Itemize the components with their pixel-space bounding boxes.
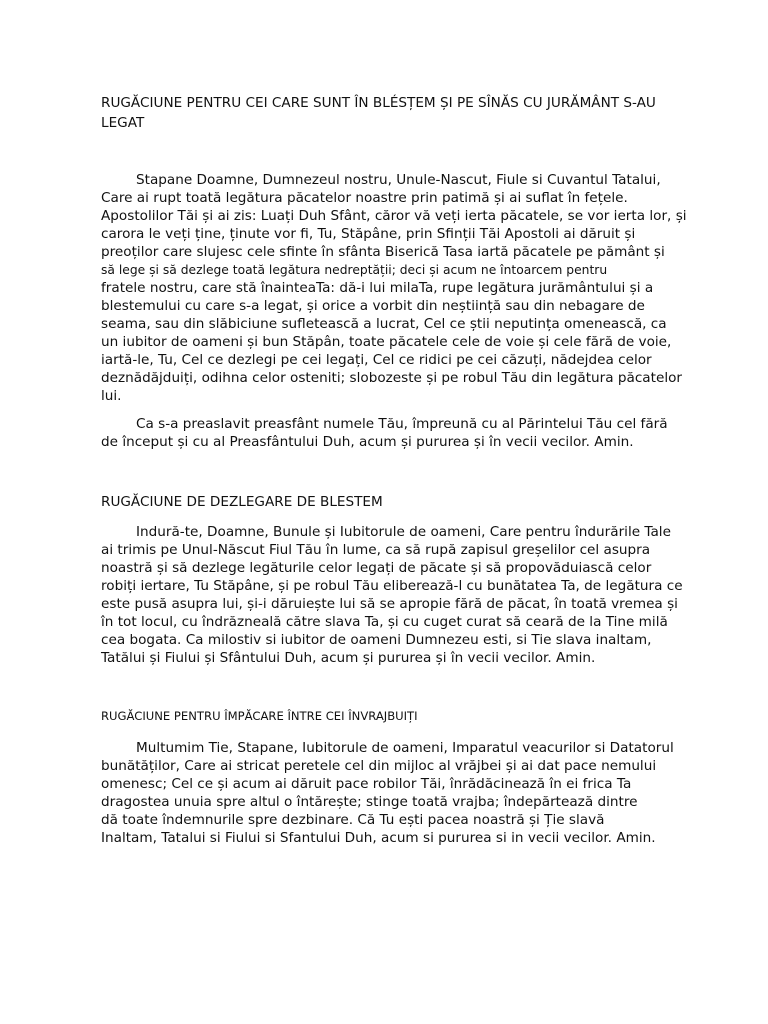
paragraph-line: ai trimis pe Unul-Născut Fiul Tău în lume, ca să rupă zapisul greșelilor cel asupra: [101, 542, 651, 558]
section-2-paragraph-1: [101, 523, 721, 667]
paragraph-line: un iubitor de oameni și bun Stăpân, toate păcatele cele de voie și cele fără de voie,: [101, 334, 672, 350]
paragraph-line: noastră și să dezlege legăturile celor legați de păcate și să propovăduiască celor: [101, 560, 652, 576]
paragraph-line: dă toate îndemnurile spre dezbinare. Că Tu ești pacea noastră și Ție slavă: [101, 812, 605, 828]
paragraph-line: Indură-te, Doamne, Bunule și Iubitorule de oameni, Care pentru îndurările Tale: [136, 524, 671, 540]
paragraph-line: Care ai rupt toată legătura păcatelor noastre prin patimă și ai suflat în fețele.: [101, 190, 628, 206]
paragraph-line: în tot locul, cu îndrăzneală către slava Ta, și cu cuget curat să ceară de la Tine milă: [101, 614, 668, 630]
section-1-title-line: RUGĂCIUNE PENTRU CEI CARE SUNT ÎN BLÉSȚEM ȘI PE SÎNĂS CU JURĂMÂNT S-AU: [101, 95, 656, 111]
paragraph-line: Multumim Tie, Stapane, Iubitorule de oameni, Imparatul veacurilor si Datatorul: [136, 740, 674, 756]
paragraph-line: fratele nostru, care stă înainteaTa: dă-i lui milaTa, rupe legătura jurământului și a: [101, 280, 654, 296]
section-2-title: [101, 492, 721, 512]
paragraph-line: Apostolilor Tăi și ai zis: Luați Duh Sfânt, căror vă veți ierta păcatele, se vor ierta lor, și: [101, 208, 687, 224]
paragraph-line: deznădăjduiți, odihna celor osteniti; slobozeste și pe robul Tău din legătura păcatelor: [101, 370, 683, 386]
section-3-title-line: RUGĂCIUNE PENTRU ÎMPĂCARE ÎNTRE CEI ÎNVRAJBUIȚI: [101, 709, 418, 723]
paragraph-line: Inaltam, Tatalui si Fiului si Sfantului Duh, acum si pururea si in vecii vecilor. Amin.: [101, 830, 656, 846]
paragraph-line: omenesc; Cel ce și acum ai dăruit pace robilor Tăi, înrădăcinează în ei frica Ta: [101, 776, 632, 792]
paragraph-line: preoților care slujesc cele sfinte în sfânta Biserică Tasa iartă păcatele pe pământ și: [101, 244, 665, 260]
section-3-paragraph-1: [101, 739, 721, 847]
paragraph-line: cea bogata. Ca milostiv si iubitor de oameni Dumnezeu esti, si Tie slava inaltam,: [101, 632, 652, 648]
paragraph-line: să lege și să dezlege toată legătura nedreptății; deci și acum ne întoarcem pentru: [101, 263, 608, 277]
paragraph-line: Tatălui și Fiului și Sfântului Duh, acum și pururea și în vecii vecilor. Amin.: [101, 650, 596, 666]
section-1-paragraph-1: [101, 171, 721, 405]
section-3-title: [101, 707, 721, 725]
paragraph-line: carora le veți ține, ținute vor fi, Tu, Stăpâne, prin Sfinții Tăi Apostoli ai dăruit și: [101, 226, 636, 242]
paragraph-line: dragostea unuia spre altul o întărește; stinge toată vrajba; îndepărtează dintre: [101, 794, 638, 810]
paragraph-line: Stapane Doamne, Dumnezeul nostru, Unule-Nascut, Fiule si Cuvantul Tatalui,: [136, 172, 661, 188]
section-2-title-line: RUGĂCIUNE DE DEZLEGARE DE BLESTEM: [101, 494, 383, 510]
paragraph-line: de început și cu al Preasfântului Duh, acum și pururea și în vecii vecilor. Amin.: [101, 434, 634, 450]
section-1-title: [101, 93, 721, 133]
paragraph-line: blestemului cu care s-a legat, și orice a vorbit din neștiință sau din nebagare de: [101, 298, 645, 314]
paragraph-line: este pusă asupra lui, și-i dăruiește lui să se apropie fără de păcat, în toată vremea și: [101, 596, 678, 612]
paragraph-line: seama, sau din slăbiciune sufletească a lucrat, Cel ce știi neputința omenească, ca: [101, 316, 667, 332]
paragraph-line: lui.: [101, 388, 122, 404]
section-1-paragraph-2: [101, 415, 721, 451]
paragraph-line: Ca s-a preaslavit preasfânt numele Tău, împreună cu al Părintelui Tău cel fără: [136, 416, 668, 432]
paragraph-line: bunătăților, Care ai stricat peretele cel din mijloc al vrăjbei și ai dat pace nemului: [101, 758, 657, 774]
paragraph-line: robiți iertare, Tu Stăpâne, și pe robul Tău eliberează-l cu bunătatea Ta, de legătura ce: [101, 578, 683, 594]
paragraph-line: iartă-le, Tu, Cel ce dezlegi pe cei legați, Cel ce ridici pe cei căzuți, nădejdea celor: [101, 352, 652, 368]
section-1-title-line: LEGAT: [101, 115, 145, 131]
